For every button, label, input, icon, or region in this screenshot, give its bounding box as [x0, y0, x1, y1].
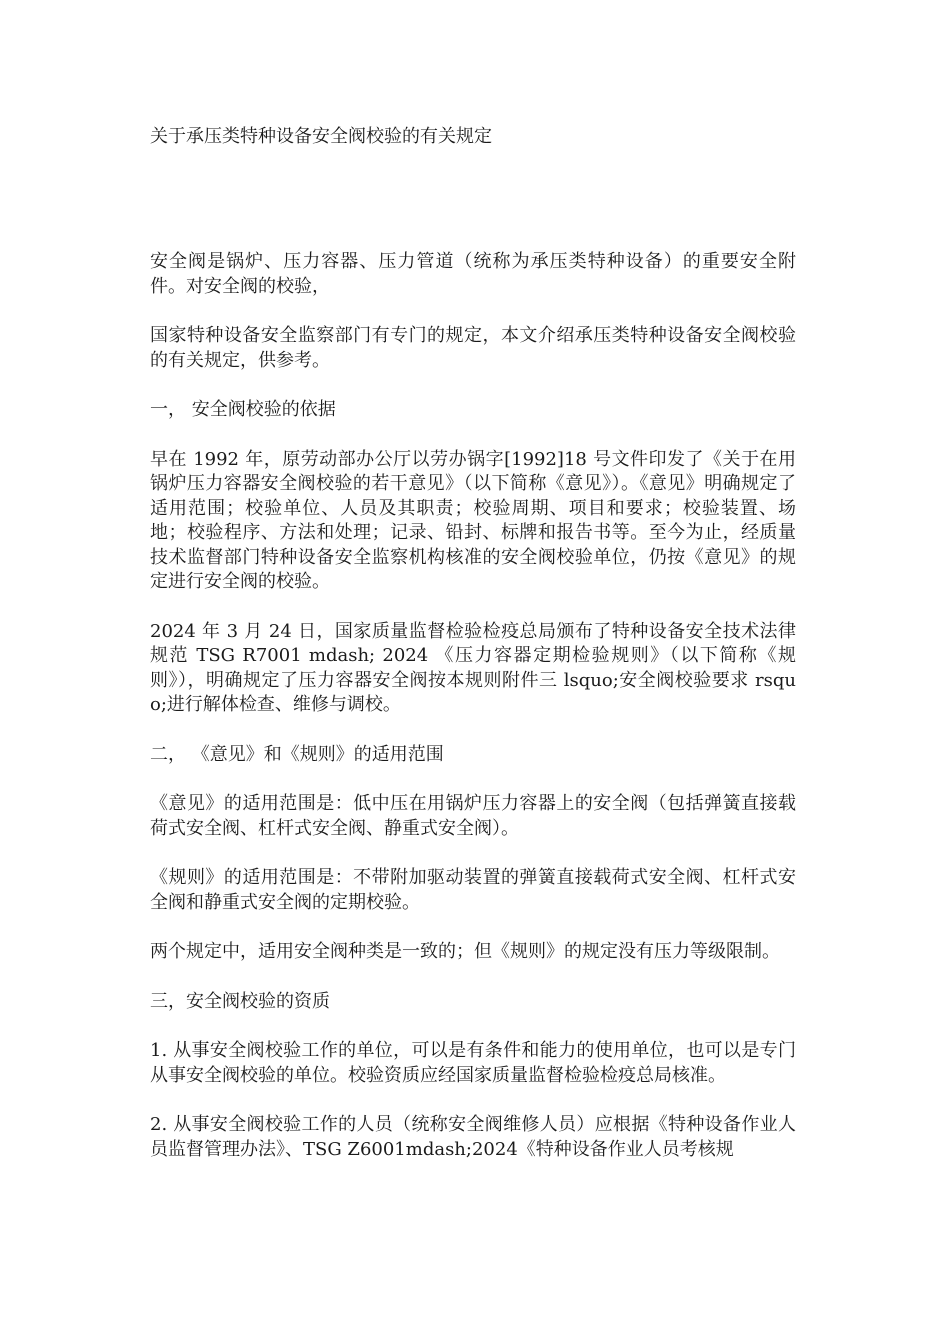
document-body: [150, 250, 796, 1187]
section-1-heading: 一， 安全阀校验的依据: [150, 399, 336, 420]
section-3-paragraph-2: 2. 从事安全阀校验工作的人员（统称安全阀维修人员）应根据《特种设备作业人员监督管理办法》、TSG Z6001mdash;2024《特种设备作业人员考核规: [150, 1114, 796, 1160]
section-3-heading: 三，安全阀校验的资质: [150, 990, 330, 1012]
intro-paragraph-2: 国家特种设备安全监察部门有专门的规定，本文介绍承压类特种设备安全阀校验的有关规定，供参考。: [150, 325, 796, 371]
section-2-heading: 二， 《意见》和《规则》的适用范围: [150, 743, 444, 765]
section-2-paragraph-1: 《意见》的适用范围是：低中压在用锅炉压力容器上的安全阀（包括弹簧直接载荷式安全阀、杠杆式安全阀、静重式安全阀）。: [150, 793, 796, 839]
section-2-paragraph-2: 《规则》的适用范围是：不带附加驱动装置的弹簧直接载荷式安全阀、杠杆式安全阀和静重式安全阀的定期校验。: [150, 867, 796, 913]
document-title: 关于承压类特种设备安全阀校验的有关规定: [150, 126, 492, 147]
section-2-paragraph-3: 两个规定中，适用安全阀种类是一致的；但《规则》的规定没有压力等级限制。: [150, 941, 780, 962]
intro-paragraph-1: 安全阀是锅炉、压力容器、压力管道（统称为承压类特种设备）的重要安全附件。对安全阀的校验，: [150, 251, 796, 297]
section-1-paragraph-1: 早在 1992 年，原劳动部办公厅以劳办锅字[1992]18 号文件印发了《关于在用锅炉压力容器安全阀校验的若干意见》（以下简称《意见》）。《意见》明确规定了适用范围；校验单位、人员及其职责；校验周期、项目和要求；校验装置、场地；校验程序、方法和处理；记录、铅封、标牌和报告书等。至今为止，经质量技术监督部门特种设备安全监察机构核准的安全阀校验单位，仍按《意见》的规定进行安全阀的校验。: [150, 448, 796, 592]
section-1-paragraph-2: 2024 年 3 月 24 日，国家质量监督检验检疫总局颁布了特种设备安全技术法律规范 TSG R7001 mdash; 2024 《压力容器定期检验规则》（以下简称《规则》），明确规定了压力容器安全阀按本规则附件三 lsquo;安全阀校验要求 rsquo;进行解体检查、维修与调校。: [150, 620, 796, 715]
section-3-paragraph-1: 1. 从事安全阀校验工作的单位，可以是有条件和能力的使用单位，也可以是专门从事安全阀校验的单位。校验资质应经国家质量监督检验检疫总局核准。: [150, 1040, 796, 1086]
